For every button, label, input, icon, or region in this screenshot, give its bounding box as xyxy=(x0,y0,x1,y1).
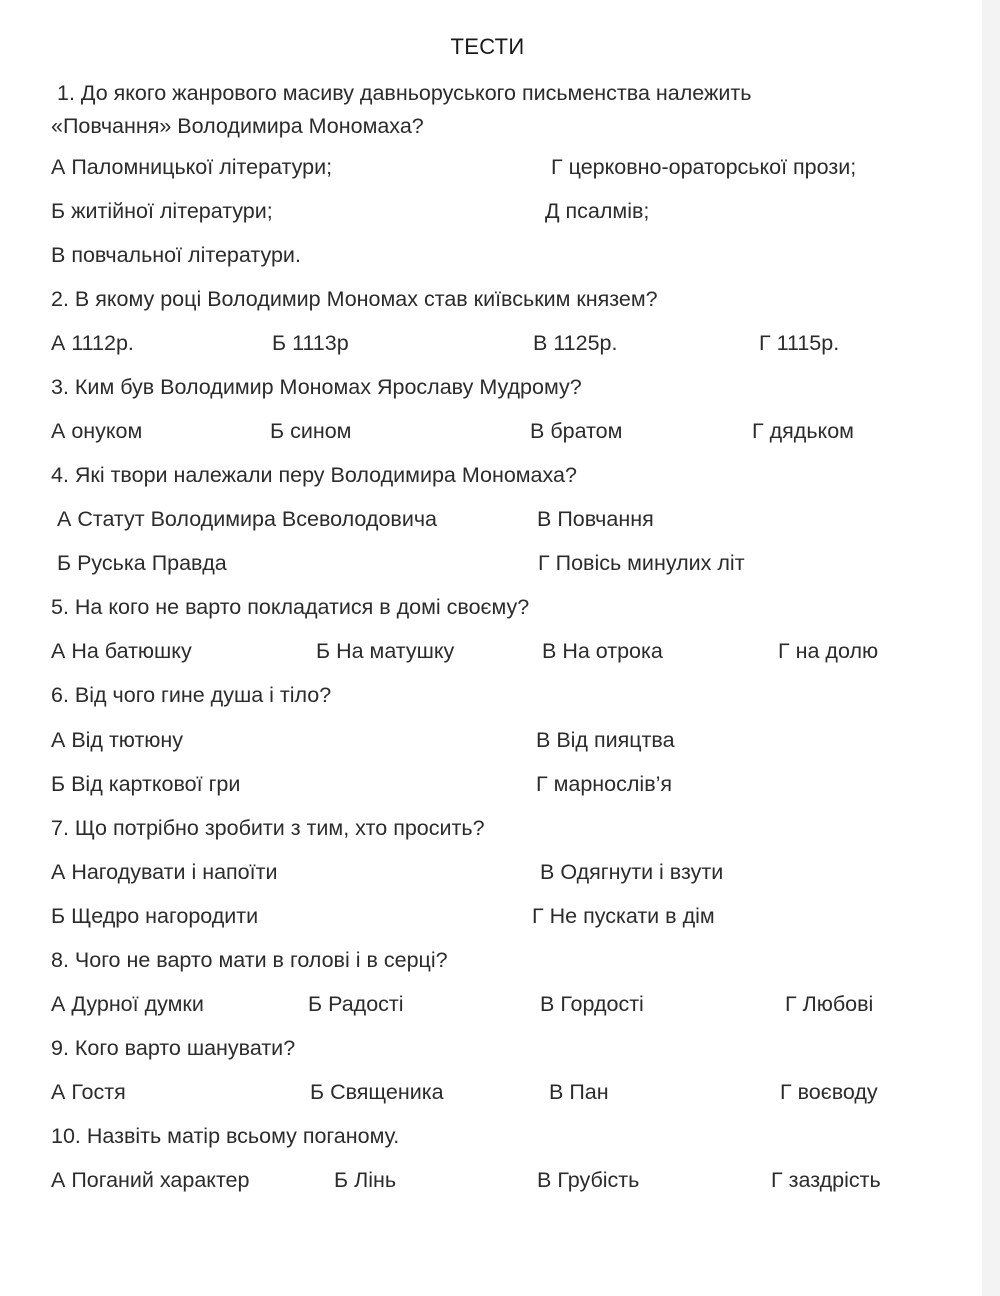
question-8-option-g: Г Любові xyxy=(785,992,874,1016)
question-9-option-b: Б Священика xyxy=(310,1080,444,1104)
question-1-text-line-2: «Повчання» Володимира Мономаха? xyxy=(51,114,424,138)
question-4-option-a: А Статут Володимира Всеволодовича xyxy=(57,507,437,531)
question-1-text-line-1: 1. До якого жанрового масиву давньоруського письменства належить xyxy=(57,81,752,105)
question-2-option-g: Г 1115р. xyxy=(759,331,840,355)
question-3-option-v: В братом xyxy=(530,419,623,443)
question-7-text: 7. Що потрібно зробити з тим, хто просить? xyxy=(51,816,485,840)
question-5-option-v: В На отрока xyxy=(542,639,663,663)
question-8-option-b: Б Радості xyxy=(308,992,404,1016)
page-title: ТЕСТИ xyxy=(450,34,525,59)
question-1-option-b: Б житійної літератури; xyxy=(51,199,273,223)
question-9-option-g: Г воєводу xyxy=(780,1080,878,1104)
question-4-option-b: Б Руська Правда xyxy=(57,551,227,575)
question-1-option-d: Д псалмів; xyxy=(545,199,650,223)
question-9-text: 9. Кого варто шанувати? xyxy=(51,1036,296,1060)
question-2-option-a: А 1112р. xyxy=(51,331,134,355)
question-5-option-a: А На батюшку xyxy=(51,639,192,663)
question-8-option-a: А Дурної думки xyxy=(51,992,204,1016)
question-9-option-a: А Гостя xyxy=(51,1080,126,1104)
question-1-option-g: Г церковно-ораторської прози; xyxy=(551,155,857,179)
question-10-option-a: А Поганий характер xyxy=(51,1168,250,1192)
question-7-option-v: В Одягнути і взути xyxy=(540,860,724,884)
question-10-option-v: В Грубість xyxy=(537,1168,640,1192)
question-6-option-g: Г марнослів’я xyxy=(536,772,673,796)
question-8-option-v: В Гордості xyxy=(540,992,644,1016)
question-5-option-g: Г на долю xyxy=(778,639,879,663)
question-7-option-a: А Нагодувати і напоїти xyxy=(51,860,278,884)
question-10-option-g: Г заздрість xyxy=(771,1168,881,1192)
question-4-option-g: Г Повісь минулих літ xyxy=(538,551,745,575)
question-2-option-v: В 1125р. xyxy=(533,331,618,355)
question-7-option-g: Г Не пускати в дім xyxy=(532,904,715,928)
page-right-margin xyxy=(982,0,1000,1296)
question-6-option-a: А Від тютюну xyxy=(51,728,184,752)
question-1-option-a: А Паломницької літератури; xyxy=(51,155,333,179)
question-4-text: 4. Які твори належали перу Володимира Мономаха? xyxy=(51,463,577,487)
question-2-option-b: Б 1113р xyxy=(272,331,349,355)
question-3-option-a: А онуком xyxy=(51,419,143,443)
question-7-option-b: Б Щедро нагородити xyxy=(51,904,259,928)
question-6-option-b: Б Від карткової гри xyxy=(51,772,241,796)
question-3-option-g: Г дядьком xyxy=(752,419,854,443)
question-4-option-v: В Повчання xyxy=(537,507,654,531)
question-6-option-v: В Від пияцтва xyxy=(536,728,675,752)
question-3-option-b: Б сином xyxy=(270,419,352,443)
question-3-text: 3. Ким був Володимир Мономах Ярославу Мудрому? xyxy=(51,375,582,399)
question-6-text: 6. Від чого гине душа і тіло? xyxy=(51,683,332,707)
question-5-text: 5. На кого не варто покладатися в домі своєму? xyxy=(51,595,530,619)
question-8-text: 8. Чого не варто мати в голові і в серці? xyxy=(51,948,448,972)
question-5-option-b: Б На матушку xyxy=(316,639,455,663)
question-2-text: 2. В якому році Володимир Мономах став київським князем? xyxy=(51,287,658,311)
question-10-option-b: Б Лінь xyxy=(334,1168,397,1192)
question-9-option-v: В Пан xyxy=(549,1080,609,1104)
question-10-text: 10. Назвіть матір всьому поганому. xyxy=(51,1124,400,1148)
question-1-option-v: В повчальної літератури. xyxy=(51,243,301,267)
